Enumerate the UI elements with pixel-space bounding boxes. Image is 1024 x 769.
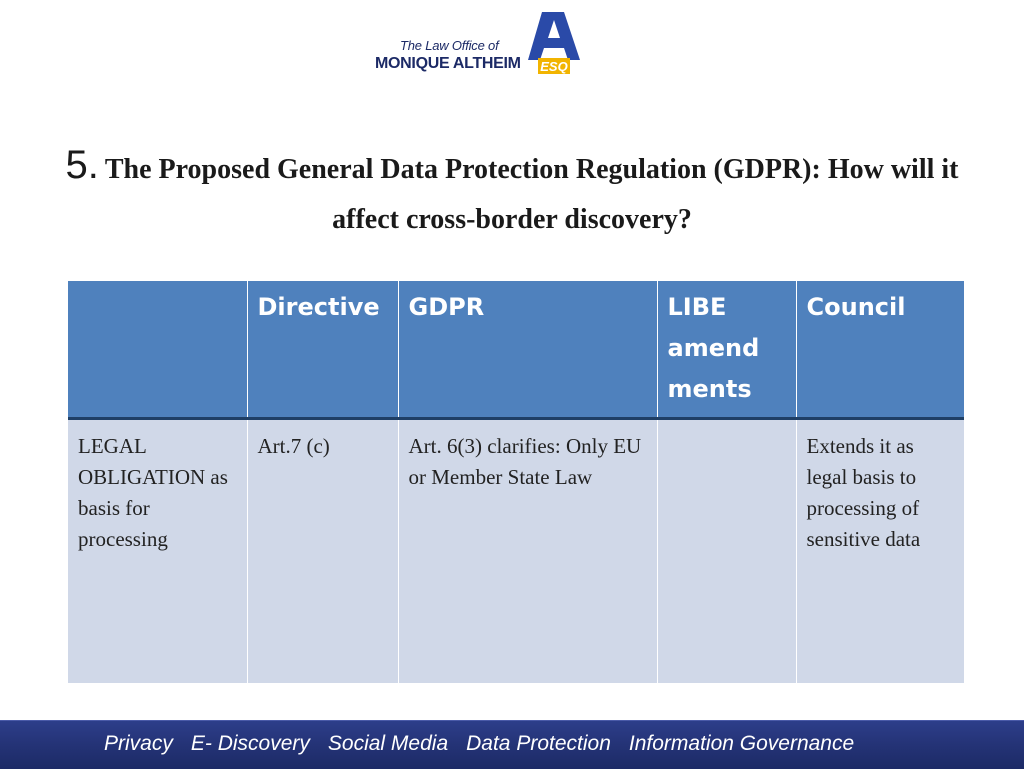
footer-item-information-governance: Information Governance — [628, 732, 855, 755]
header-cell-gdpr: GDPR — [398, 281, 657, 418]
header-cell-libe: LIBE amend ments — [657, 281, 796, 418]
cell-libe — [657, 418, 796, 683]
slide-title — [60, 140, 964, 245]
footer-band — [0, 720, 1024, 769]
logo-firm-name: MONIQUE ALTHEIM — [375, 55, 521, 72]
footer-item-ediscovery: E- Discovery — [190, 732, 310, 755]
firm-logo — [372, 12, 584, 80]
logo-tagline: The Law Office of — [400, 38, 499, 53]
cell-gdpr: Art. 6(3) clarifies: Only EU or Member State Law — [398, 418, 657, 683]
footer-item-privacy: Privacy — [104, 732, 173, 755]
header-cell-directive: Directive — [247, 281, 398, 418]
cell-council: Extends it as legal basis to processing of sensitive data — [796, 418, 964, 683]
comparison-table — [68, 281, 964, 683]
logo-a-mark-icon — [528, 12, 580, 78]
slide-title-text: The Proposed General Data Protection Regulation (GDPR): How will it affect cross-border discovery? — [104, 154, 959, 235]
header-cell-empty — [68, 281, 247, 418]
cell-directive: Art.7 (c) — [247, 418, 398, 683]
footer-topics — [104, 732, 872, 756]
table-row — [68, 418, 964, 683]
footer-item-social-media: Social Media — [327, 732, 449, 755]
table-header-row — [68, 281, 964, 418]
header-cell-council: Council — [796, 281, 964, 418]
cell-topic: LEGAL OBLIGATION as basis for processing — [68, 418, 247, 683]
slide-number: 5. — [65, 143, 99, 187]
footer-item-data-protection: Data Protection — [466, 732, 611, 755]
logo-esq: ESQ — [540, 59, 568, 74]
